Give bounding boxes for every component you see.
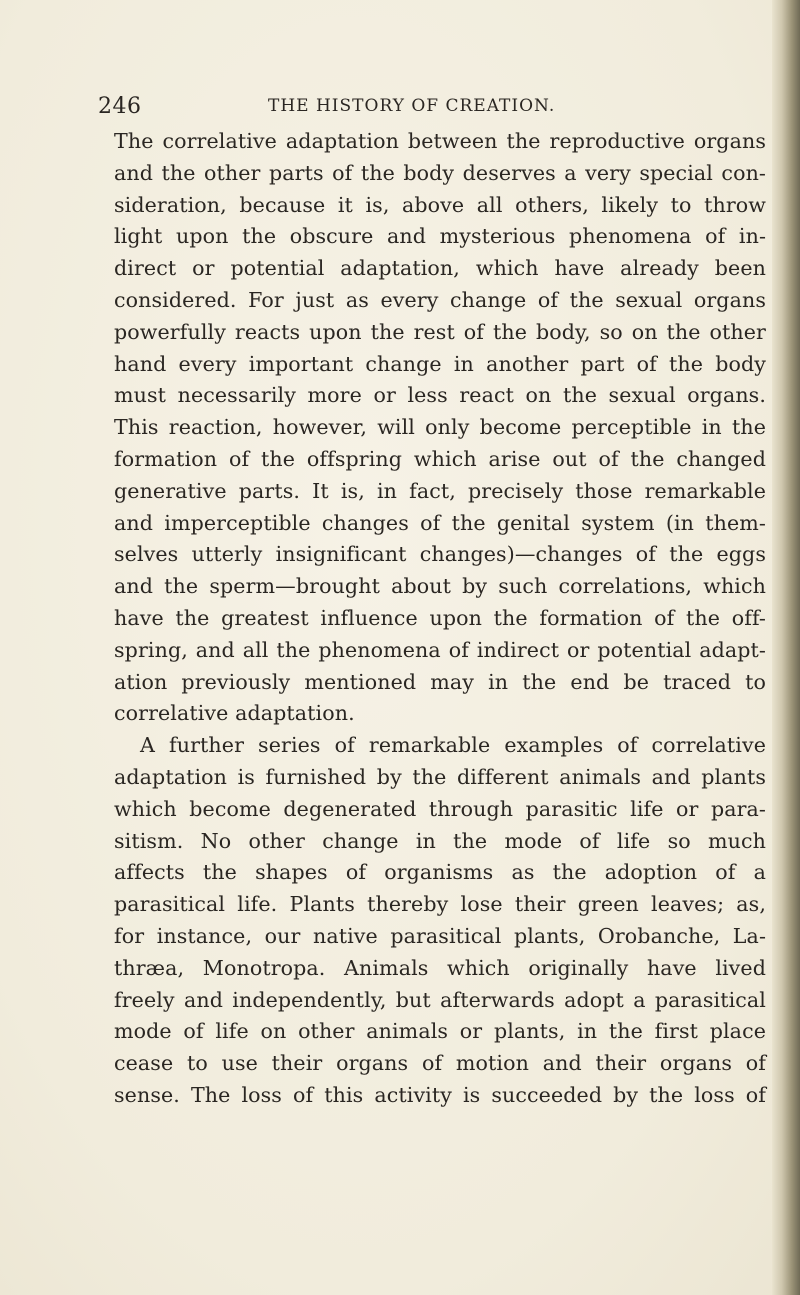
text-line: mode of life on other animals or plants, in the first place	[114, 1019, 766, 1044]
text-line: powerfully reacts upon the rest of the body, so on the other	[114, 319, 766, 344]
text-line: considered. For just as every change of the sexual organs	[114, 287, 766, 312]
text-line: The correlative adaptation between the reproductive organs	[114, 129, 766, 153]
text-line: sideration, because it is, above all others, likely to throw	[114, 192, 766, 217]
text-line: direct or potential adaptation, which have already been	[114, 256, 766, 281]
text-line: which become degenerated through parasitic life or para-	[114, 796, 766, 821]
text-line: affects the shapes of organisms as the adoption of a	[114, 860, 766, 885]
text-line: parasitical life. Plants thereby lose their green leaves; as,	[114, 892, 766, 917]
text-line: sense. The loss of this activity is succeeded by the loss of	[114, 1082, 766, 1107]
text-line: This reaction, however, will only become perceptible in the	[114, 415, 766, 440]
page-edge-shadow	[772, 0, 800, 1295]
text-line: spring, and all the phenomena of indirect or potential adapt-	[114, 637, 766, 662]
page-number: 246	[98, 94, 142, 119]
text-line: ation previously mentioned may in the end be traced to	[114, 669, 766, 694]
text-line: must necessarily more or less react on the sexual organs.	[114, 383, 766, 408]
text-line: hand every important change in another part of the body	[114, 351, 766, 376]
text-line: have the greatest influence upon the formation of the off-	[114, 605, 766, 630]
text-line: sitism. No other change in the mode of life so much	[114, 828, 766, 853]
text-line: A further series of remarkable examples of correlative	[140, 733, 766, 758]
text-line: correlative adaptation.	[114, 701, 355, 726]
text-line: and the other parts of the body deserves a very special con-	[114, 160, 766, 185]
text-line: generative parts. It is, in fact, precisely those remarkable	[114, 478, 766, 503]
running-head	[98, 94, 758, 126]
text-line: for instance, our native parasitical plants, Orobanche, La-	[114, 923, 766, 948]
text-line: selves utterly insignificant changes)—changes of the eggs	[114, 542, 766, 567]
running-title: THE HISTORY OF CREATION.	[268, 96, 556, 116]
body-text	[114, 126, 766, 1112]
text-line: and imperceptible changes of the genital system (in them-	[114, 510, 766, 535]
text-line: cease to use their organs of motion and their organs of	[114, 1051, 766, 1076]
text-line: adaptation is furnished by the different animals and plants	[114, 764, 766, 789]
text-line: thræa, Monotropa. Animals which originally have lived	[114, 955, 766, 980]
text-line: and the sperm—brought about by such correlations, which	[114, 574, 766, 599]
text-line: light upon the obscure and mysterious phenomena of in-	[114, 224, 766, 249]
text-line: freely and independently, but afterwards adopt a parasitical	[114, 987, 766, 1012]
text-line: formation of the offspring which arise out of the changed	[114, 446, 766, 471]
